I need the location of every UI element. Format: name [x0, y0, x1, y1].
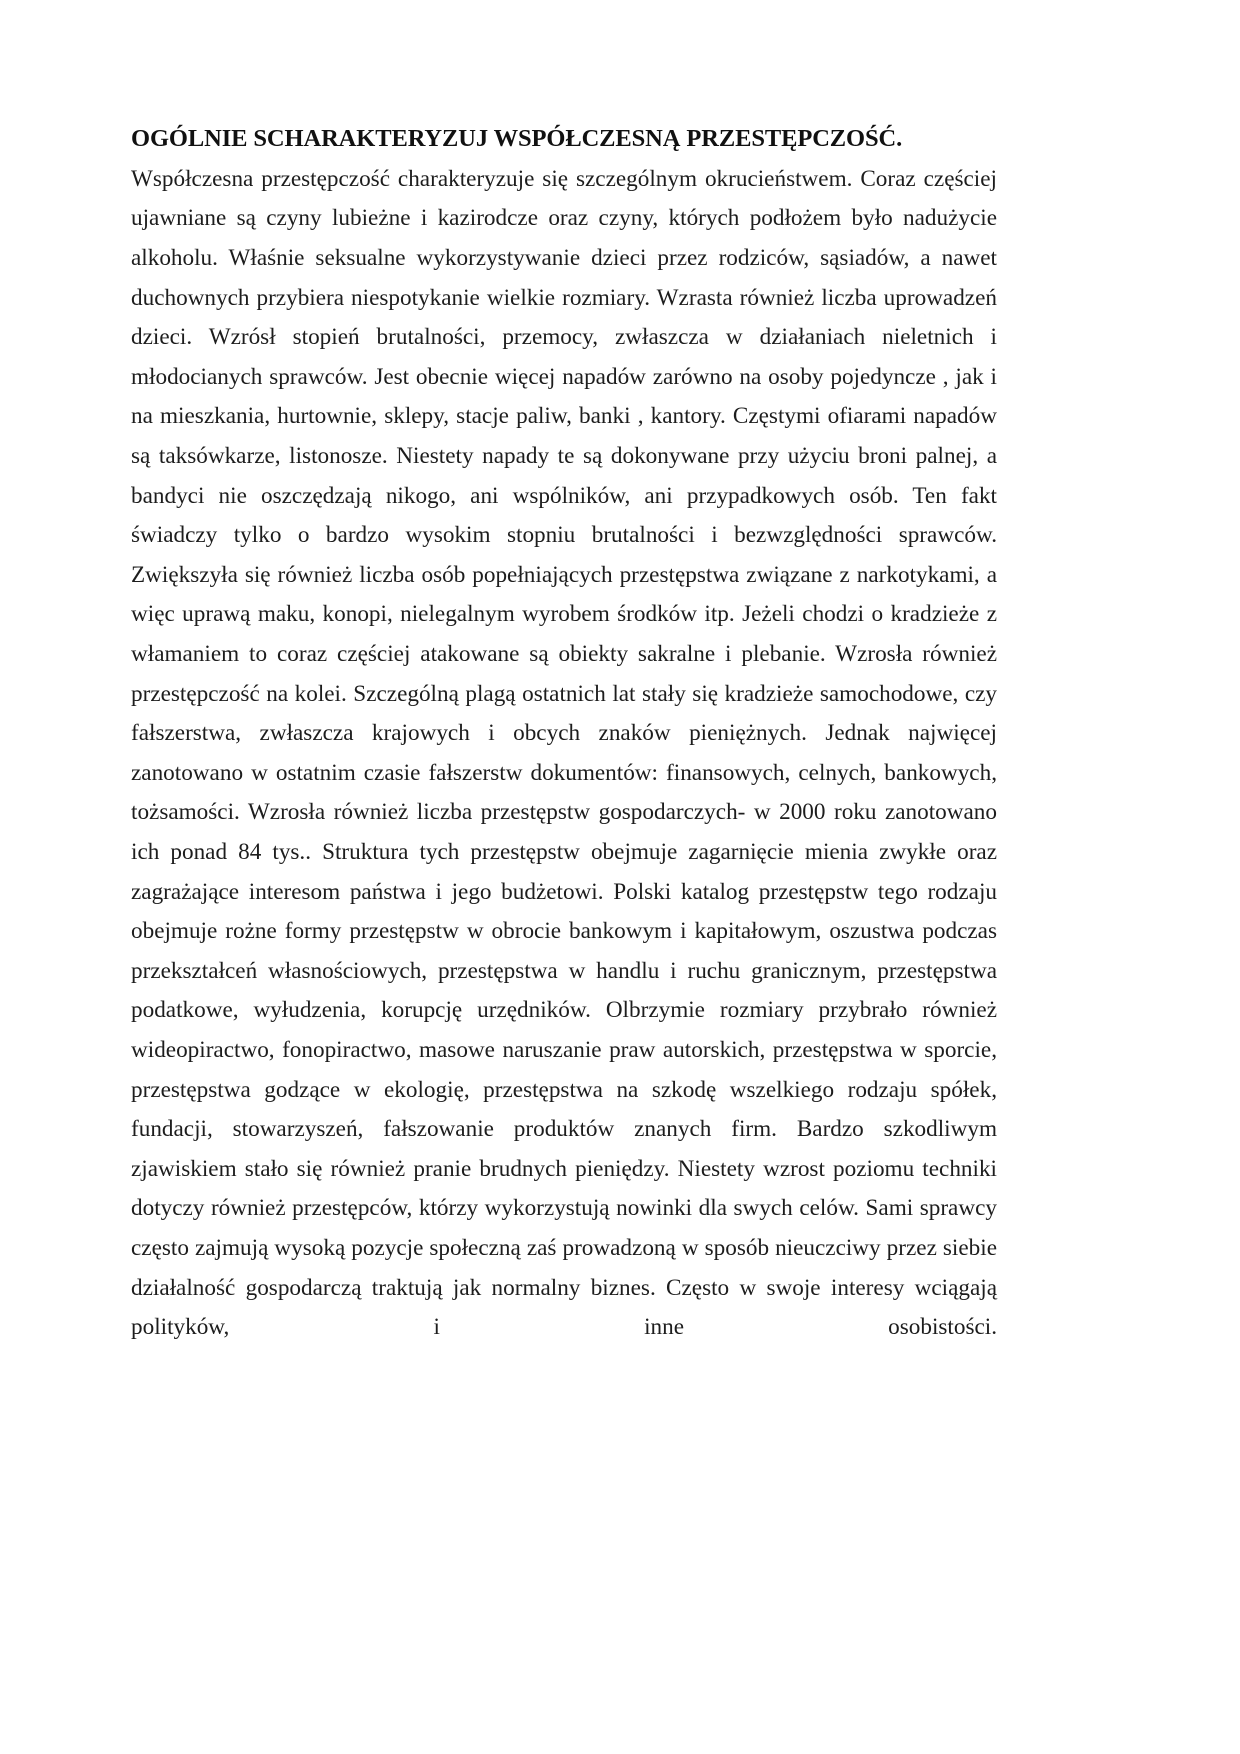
page-title: OGÓLNIE SCHARAKTERYZUJ WSPÓŁCZESNĄ PRZESTĘPCZOŚĆ.	[131, 125, 903, 152]
body-paragraph: Współczesna przestępczość charakteryzuje się szczególnym okrucieństwem. Coraz częściej ujawniane są czyny lubieżne i kazirodcze oraz czyny, których podłożem było nadużycie alkoholu. Właśnie seksualne wykorzystywanie dzieci przez rodziców, sąsiadów, a nawet duchownych przybiera niespotykanie wielkie rozmiary. Wzrasta również liczba uprowadzeń dzieci. Wzrósł stopień brutalności, przemocy, zwłaszcza w działaniach nieletnich i młodocianych sprawców. Jest obecnie więcej napadów zarówno na osoby pojedyncze , jak i na mieszkania, hurtownie, sklepy, stacje paliw, banki , kantory. Częstymi ofiarami napadów są taksówkarze, listonosze. Niestety napady te są dokonywane przy użyciu broni palnej, a bandyci nie oszczędzają nikogo, ani wspólników, ani przypadkowych osób. Ten fakt świadczy tylko o bardzo wysokim stopniu brutalności i bezwzględności sprawców. Zwiększyła się również liczba osób popełniających przestępstwa związane z narkotykami, a więc uprawą maku, konopi, nielegalnym wyrobem środków itp. Jeżeli chodzi o kradzieże z włamaniem to coraz częściej atakowane są obiekty sakralne i plebanie. Wzrosła również przestępczość na kolei. Szczególną plagą ostatnich lat stały się kradzieże samochodowe, czy fałszerstwa, zwłaszcza krajowych i obcych znaków pieniężnych. Jednak najwięcej zanotowano w ostatnim czasie fałszerstw dokumentów: finansowych, celnych, bankowych, tożsamości. Wzrosła również liczba przestępstw gospodarczych- w 2000 roku zanotowano ich ponad 84 tys.. Struktura tych przestępstw obejmuje zagarnięcie mienia zwykłe oraz zagrażające interesom państwa i jego budżetowi. Polski katalog przestępstw tego rodzaju obejmuje rożne formy przestępstw w obrocie bankowym i kapitałowym, oszustwa podczas przekształceń własnościowych, przestępstwa w handlu i ruchu granicznym, przestępstwa podatkowe, wyłudzenia, korupcję urzędników. Olbrzymie rozmiary przybrało również wideopiractwo, fonopiractwo, masowe naruszanie praw autorskich, przestępstwa w sporcie, przestępstwa godzące w ekologię, przestępstwa na szkodę wszelkiego rodzaju spółek, fundacji, stowarzyszeń, fałszowanie produktów znanych firm. Bardzo szkodliwym zjawiskiem stało się również pranie brudnych pieniędzy. Niestety wzrost poziomu techniki dotyczy również przestępców, którzy wykorzystują nowinki dla swych celów. Sami sprawcy często zajmują wysoką pozycje społeczną zaś prowadzoną w sposób nieuczciwy przez siebie działalność gospodarczą traktują jak normalny biznes. Często w swoje interesy wciągają polityków, i inne osobistości.	[131, 165, 997, 1341]
document-content	[131, 124, 997, 1387]
